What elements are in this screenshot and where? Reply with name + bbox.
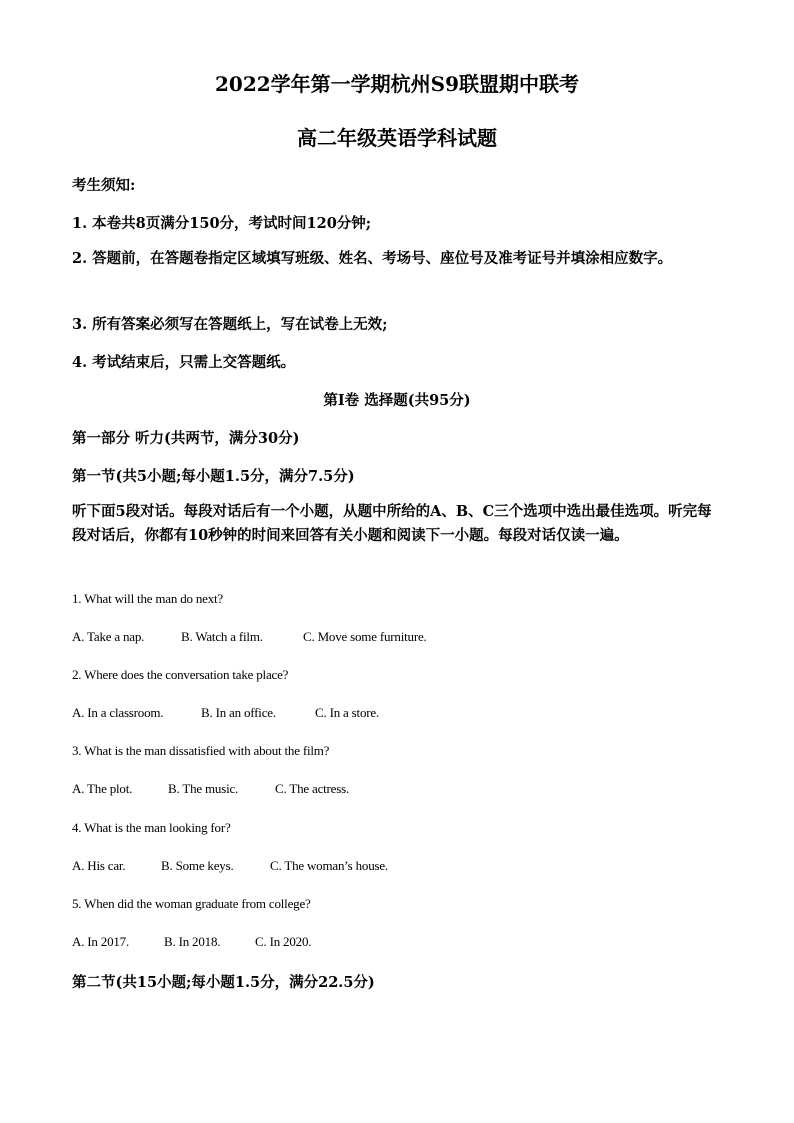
notice-item: 1. 本卷共8页满分150分，考试时间120分钟; bbox=[72, 215, 372, 232]
section1-heading: 第一节(共5小题;每小题1.5分，满分7.5分) bbox=[72, 468, 355, 485]
question-stem: 3. What is the man dissatisfied with about the film? bbox=[72, 743, 330, 758]
option-a: A. Take a nap. bbox=[72, 629, 145, 644]
part-heading: 第一部分 听力(共两节，满分30分) bbox=[72, 430, 300, 447]
option-b: B. The music. bbox=[168, 781, 239, 796]
question-options bbox=[72, 629, 427, 645]
option-b: B. Some keys. bbox=[161, 858, 234, 873]
question-stem: 5. When did the woman graduate from college? bbox=[72, 896, 311, 911]
question-stem: 4. What is the man looking for? bbox=[72, 820, 231, 835]
volume-heading: 第Ⅰ卷 选择题(共95分) bbox=[323, 392, 471, 409]
notice-heading: 考生须知: bbox=[72, 177, 136, 194]
notice-item: 4. 考试结束后，只需上交答题纸。 bbox=[72, 354, 296, 371]
option-c: C. In 2020. bbox=[255, 934, 312, 949]
option-a: A. In a classroom. bbox=[72, 705, 164, 720]
option-c: C. The woman’s house. bbox=[270, 858, 388, 873]
option-b: B. Watch a film. bbox=[181, 629, 263, 644]
question-options bbox=[72, 781, 349, 797]
notice-item: 3. 所有答案必须写在答题纸上，写在试卷上无效; bbox=[72, 316, 388, 333]
option-c: C. In a store. bbox=[315, 705, 379, 720]
option-c: C. Move some furniture. bbox=[303, 629, 427, 644]
question-options bbox=[72, 705, 379, 721]
option-c: C. The actress. bbox=[275, 781, 350, 796]
option-b: B. In 2018. bbox=[164, 934, 221, 949]
option-a: A. In 2017. bbox=[72, 934, 130, 949]
option-b: B. In an office. bbox=[201, 705, 276, 720]
option-a: A. The plot. bbox=[72, 781, 133, 796]
section2-heading: 第二节(共15小题;每小题1.5分，满分22.5分) bbox=[72, 974, 375, 991]
notice-item: 2. 答题前，在答题卷指定区域填写班级、姓名、考场号、座位号及准考证号并填涂相应数字。 bbox=[72, 250, 673, 267]
question-stem: 1. What will the man do next? bbox=[72, 591, 224, 606]
exam-title: 2022学年第一学期杭州S9联盟期中联考 bbox=[214, 72, 580, 96]
question-stem: 2. Where does the conversation take place? bbox=[72, 667, 289, 682]
section1-instructions: 听下面5段对话。每段对话后有一个小题，从题中所给的A、B、C三个选项中选出最佳选项。听完每段对话后，你都有10秒钟的时间来回答有关小题和阅读下一小题。每段对话仅读一遍。 bbox=[72, 503, 712, 544]
question-options bbox=[72, 858, 388, 874]
option-a: A. His car. bbox=[72, 858, 126, 873]
exam-subtitle: 高二年级英语学科试题 bbox=[297, 126, 497, 150]
question-options bbox=[72, 934, 311, 950]
